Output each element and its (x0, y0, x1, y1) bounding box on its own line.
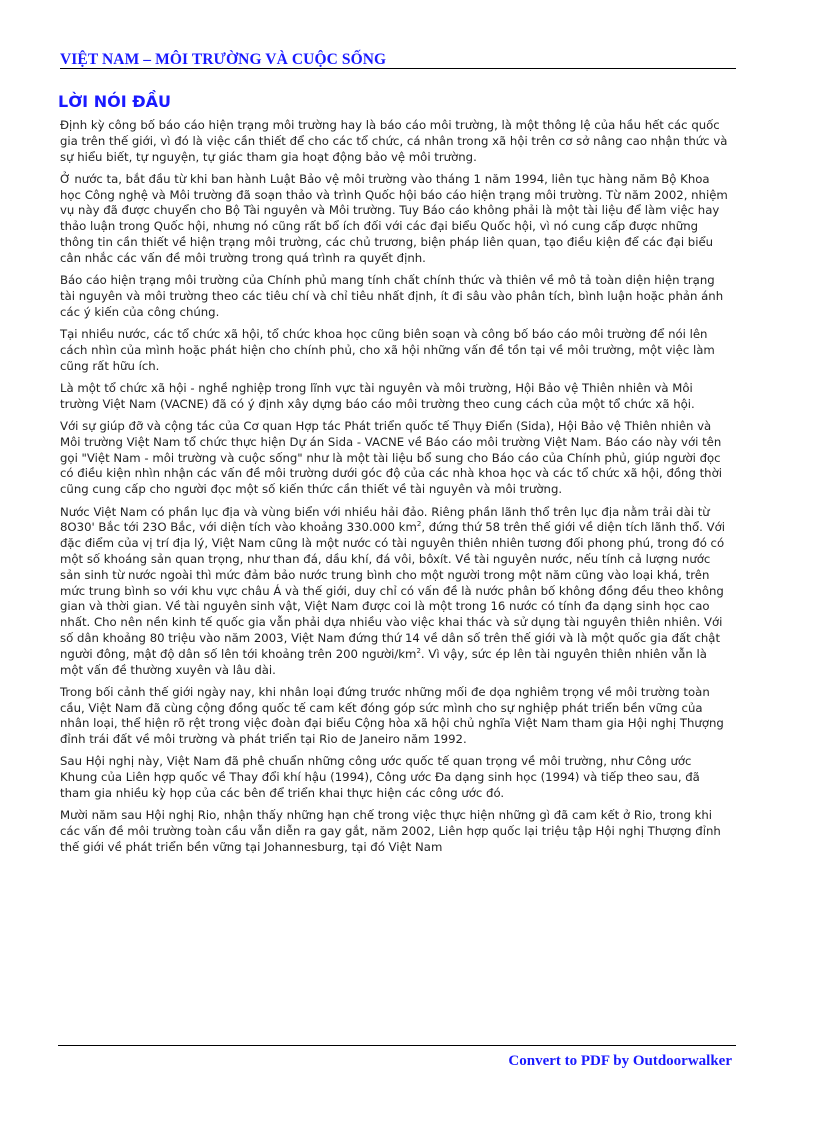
paragraph-9: Sau Hội nghị này, Việt Nam đã phê chuẩn những công ước quốc tế quan trọng về môi trường, như Công ước Khung của Liên hợp quốc về Thay đổi khí hậu (1994), Công ước Đa dạng sinh học (1994) và tiếp theo sau, đã tham gia nhiều kỳ họp của các bên để triển khai thực hiện các công ước đó. (60, 754, 700, 801)
footer-credit: Convert to PDF by Outdoorwalker (508, 1053, 732, 1069)
paragraph-7-part-c: . Vì vậy, sức ép lên tài nguyên thiên nhiên vẫn là một vấn đề thường xuyên và lâu dài. (60, 646, 707, 677)
running-header-title: VIỆT NAM – MÔI TRƯỜNG VÀ CUỘC SỐNG (60, 51, 387, 68)
superscript-density-unit: 2 (416, 646, 421, 655)
paragraph-6: Với sự giúp đỡ và cộng tác của Cơ quan Hợp tác Phát triển quốc tế Thụy Điển (Sida), Hội Bảo vệ Thiên nhiên và Môi trường Việt Nam tổ chức thực hiện Dự án Sida - VACNE về Báo cáo môi trường Việt Nam. Báo cáo này với tên gọi "Việt Nam - môi trường và cuộc sống" như là một tài liệu bổ sung cho Báo cáo của Chính phủ, giúp người đọc có điều kiện nhìn nhận các vấn đề môi trường dưới góc độ của các nhà khoa học và các tổ chức xã hội, đồng thời cũng cung cấp cho người đọc một số kiến thức cần thiết về tài nguyên và môi trường. (60, 419, 722, 497)
paragraph-4: Tại nhiều nước, các tổ chức xã hội, tổ chức khoa học cũng biên soạn và công bố báo cáo môi trường để nói lên cách nhìn của mình hoặc phát hiện cho chính phủ, cho xã hội những vấn đề tồn tại về môi trường, một việc làm cũng rất hữu ích. (60, 327, 715, 373)
body-text (60, 118, 732, 862)
paragraph-10: Mười năm sau Hội nghị Rio, nhận thấy những hạn chế trong việc thực hiện những gì đã cam kết ở Rio, trong khi các vấn đề môi trường toàn cầu vẫn diễn ra gay gắt, năm 2002, Liên hợp quốc lại triệu tập Hội nghị Thượng đỉnh thế giới về phát triển bền vững tại Johannesburg, tại đó Việt Nam (60, 808, 721, 854)
section-title: LỜI NÓI ĐẦU (58, 92, 171, 111)
paragraph-7-part-b: , đứng thứ 58 trên thế giới về diện tích lãnh thổ. Với đặc điểm của vị trí địa lý, Việt Nam cũng là một nước có tài nguyên thiên nhiên tương đối phong phú, trong đó có một số khoáng sản quan trọng, như than đá, dầu khí, đá vôi, bôxít. Về tài nguyên nước, nếu tính cả lượng nước sản sinh từ nước ngoài thì mức đảm bảo nước trung bình cho một người trong một năm cũng vào loại khá, trên mức trung bình so với khu vực châu Á và thế giới, duy chỉ có vấn đề là nước phân bố không đồng đều theo không gian và thời gian. Về tài nguyên sinh vật, Việt Nam được coi là một trong 16 nước có tính đa dạng sinh học cao nhất. Cho nên nền kinh tế quốc gia vẫn phải dựa nhiều vào việc khai thác và sử dụng tài nguyên thiên nhiên. Với số dân khoảng 80 triệu vào năm 2003, Việt Nam đứng thứ 14 về dân số trên thế giới và là một quốc gia đất chật người đông, mật độ dân số lên tới khoảng trên 200 người/km (60, 520, 726, 661)
paragraph-7 (60, 505, 732, 679)
paragraph-8: Trong bối cảnh thế giới ngày nay, khi nhân loại đứng trước những mối đe dọa nghiêm trọng về môi trường toàn cầu, Việt Nam đã cùng cộng đồng quốc tế cam kết đóng góp sức mình cho sự nghiệp phát triển bền vững của nhân loại, thể hiện rõ rệt trong việc đoàn đại biểu Cộng hòa xã hội chủ nghĩa Việt Nam tham gia Hội nghị Thượng đỉnh trái đất về môi trường và phát triển tại Rio de Janeiro năm 1992. (60, 684, 724, 747)
paragraph-5: Là một tổ chức xã hội - nghề nghiệp trong lĩnh vực tài nguyên và môi trường, Hội Bảo vệ Thiên nhiên và Môi trường Việt Nam (VACNE) đã có ý định xây dựng báo cáo môi trường theo cung cách của một tổ chức xã hội. (60, 380, 695, 411)
paragraph-7-part-a: Nước Việt Nam có phần lục địa và vùng biển với nhiều hải đảo. Riêng phần lãnh thổ trên lục địa nằm trải dài từ 8O30' Bắc tới 23O Bắc, với diện tích vào khoảng 330.000 km (60, 504, 710, 535)
paragraph-2: Ở nước ta, bắt đầu từ khi ban hành Luật Bảo vệ môi trường vào tháng 1 năm 1994, liên tục hàng năm Bộ Khoa học Công nghệ và Môi trường đã soạn thảo và trình Quốc hội báo cáo hiện trạng môi trường. Từ năm 2002, nhiệm vụ này đã được chuyển cho Bộ Tài nguyên và Môi trường. Tuy Báo cáo không phải là một tài liệu để làm việc hay thảo luận trong Quốc hội, nhưng nó cũng rất bổ ích đối với các đại biểu Quốc hội, vì nó cung cấp được những thông tin cần thiết về hiện trạng môi trường, các chủ trương, biện pháp liên quan, tạo điều kiện để các đại biểu cân nhắc các vấn đề môi trường trong quá trình ra quyết định. (60, 171, 728, 265)
superscript-area-unit: 2 (416, 520, 422, 529)
footer-divider (58, 1045, 736, 1046)
header-divider (60, 68, 736, 69)
paragraph-1: Định kỳ công bố báo cáo hiện trạng môi trường hay là báo cáo môi trường, là một thông lệ của hầu hết các quốc gia trên thế giới, vì đó là việc cần thiết để cho các tổ chức, cá nhân trong xã hội trên cơ sở nâng cao nhận thức và sự hiểu biết, tự nguyện, tự giác tham gia hoạt động bảo vệ môi trường. (60, 118, 728, 164)
paragraph-3: Báo cáo hiện trạng môi trường của Chính phủ mang tính chất chính thức và thiên về mô tả toàn diện hiện trạng tài nguyên và môi trường theo các tiêu chí và chỉ tiêu nhất định, ít đi sâu vào phân tích, bình luận hoặc phản ánh các ý kiến của công chúng. (60, 273, 724, 319)
